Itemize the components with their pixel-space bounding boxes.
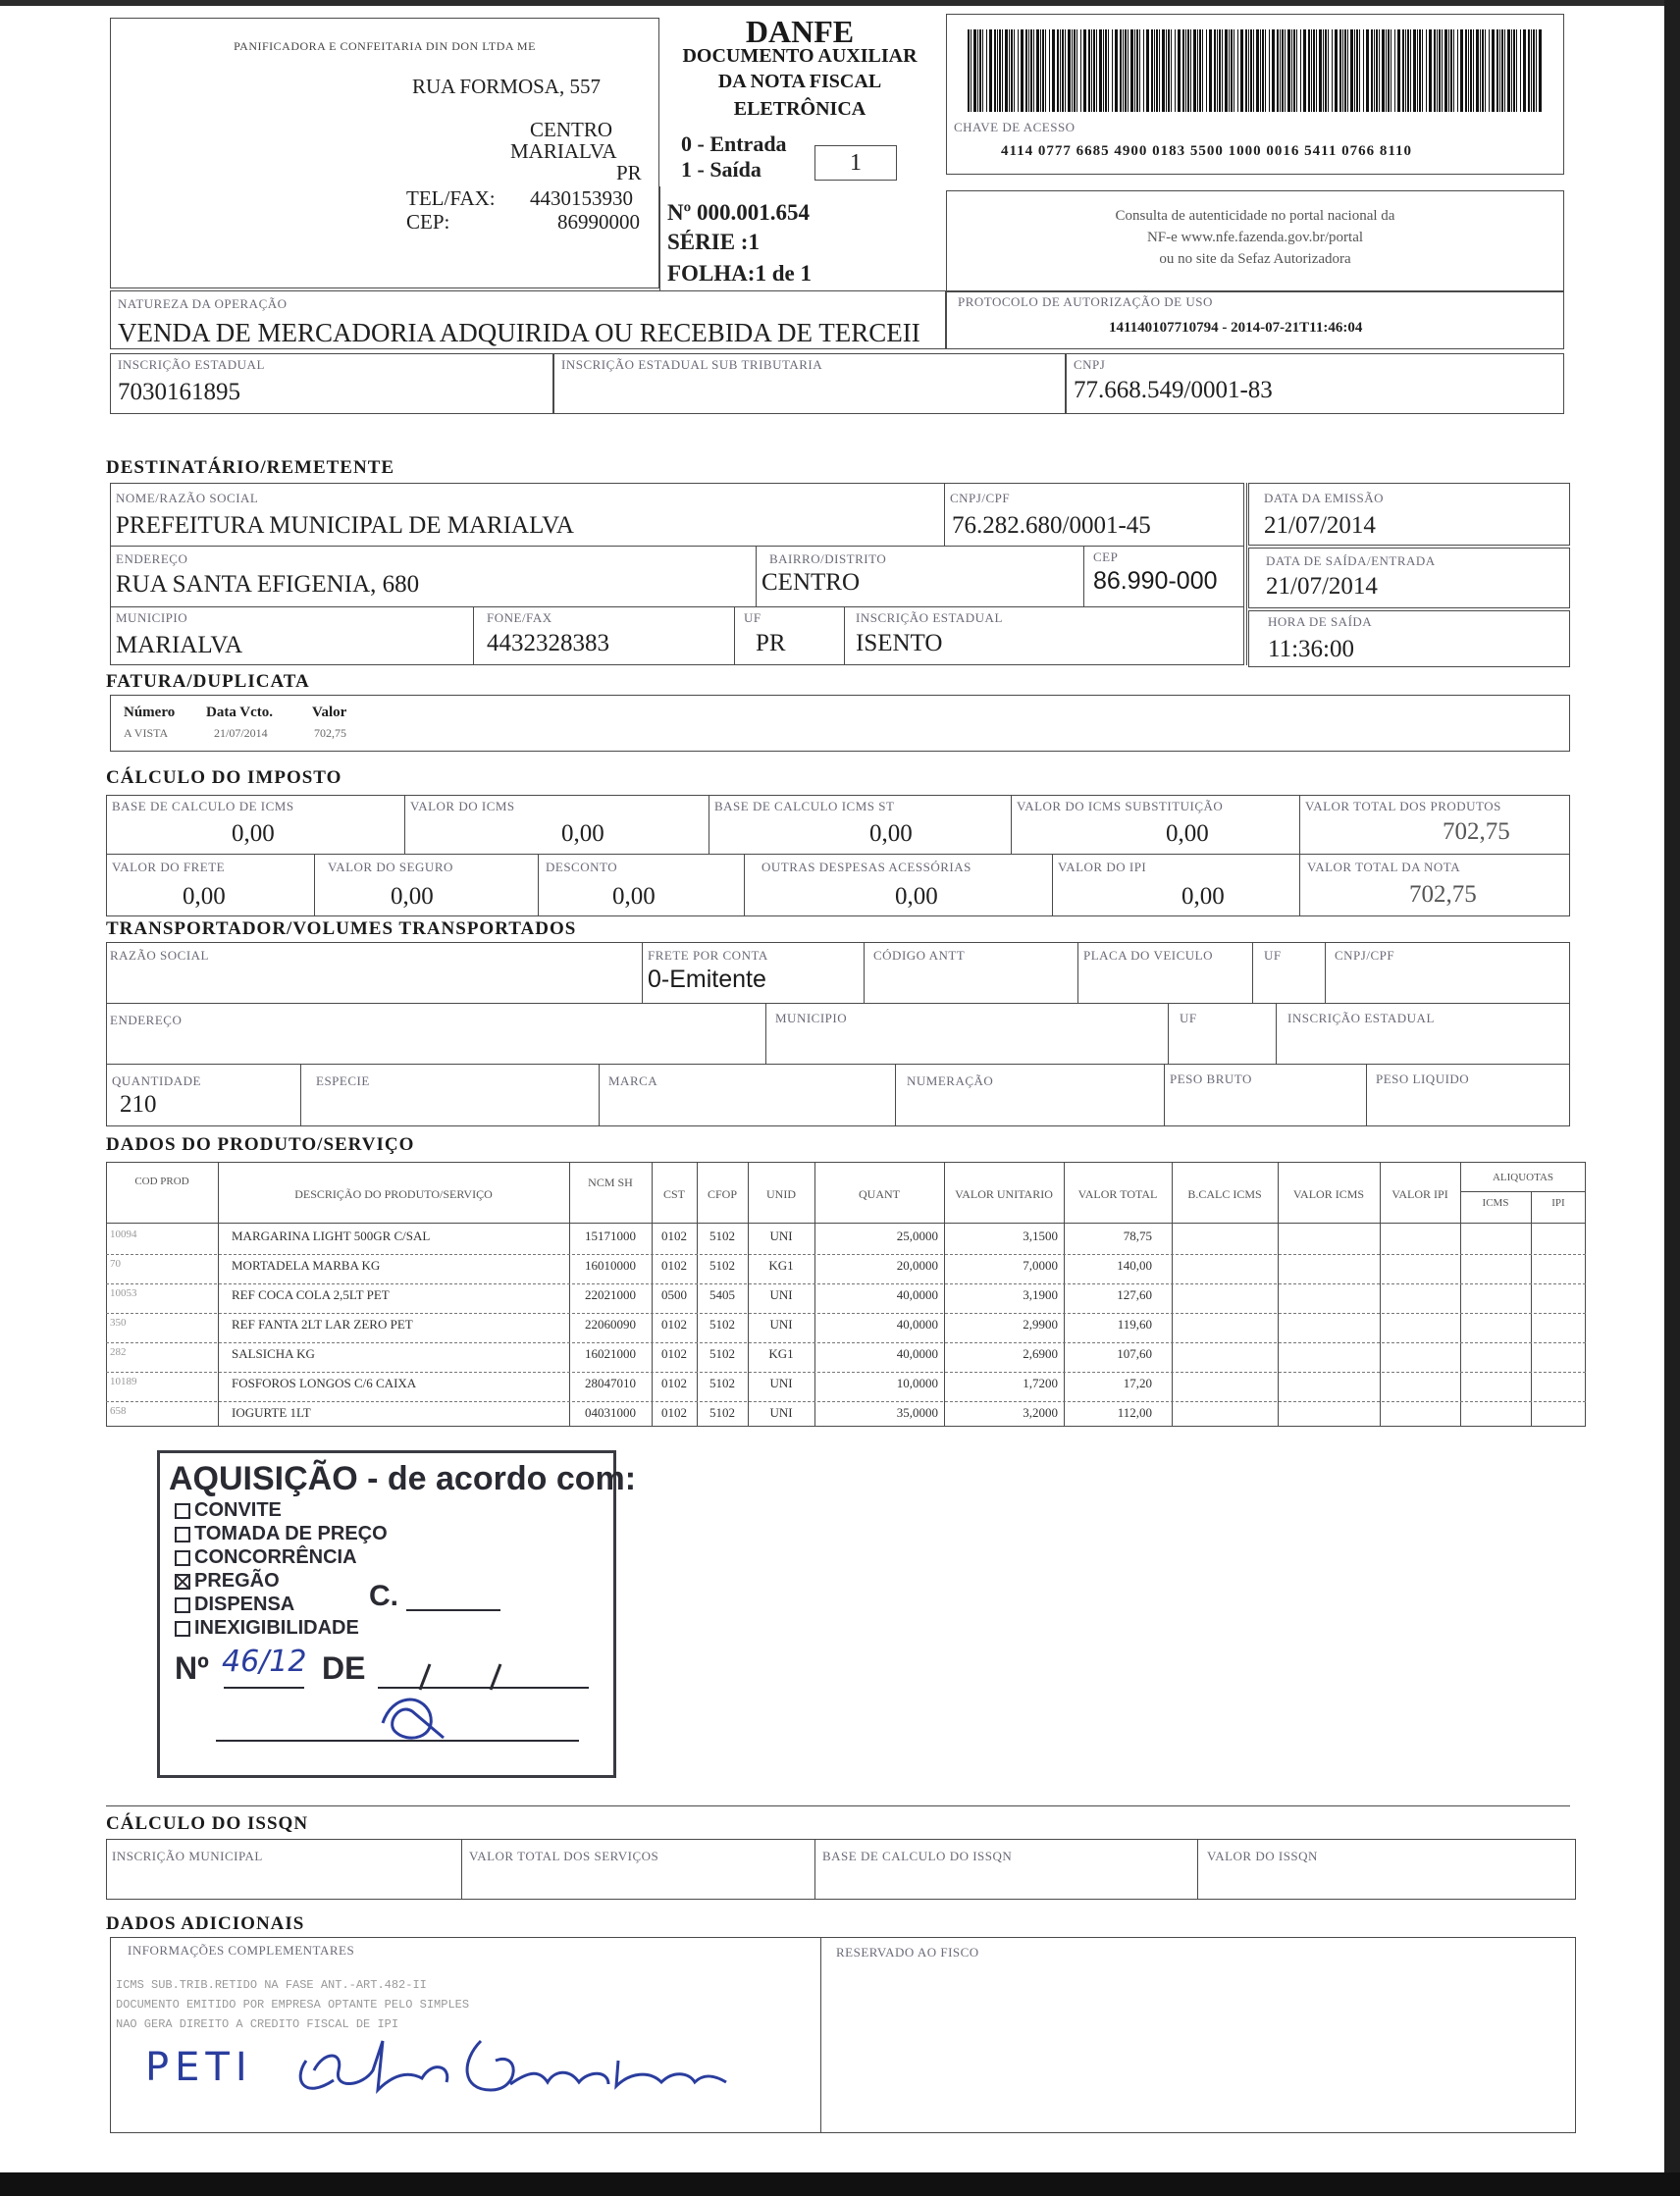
imposto-seguro-label: VALOR DO SEGURO: [328, 860, 453, 874]
issuer-cep-label: CEP:: [406, 210, 450, 234]
imposto-outras-label: OUTRAS DESPESAS ACESSÓRIAS: [761, 860, 971, 874]
recipient-endereco: RUA SANTA EFIGENIA, 680: [116, 571, 420, 598]
imposto-ipi: 0,00: [1181, 883, 1225, 910]
transporte-ie-label: INSCRIÇÃO ESTADUAL: [1287, 1011, 1435, 1025]
imposto-frete: 0,00: [183, 883, 226, 910]
th-aliquotas: ALIQUOTAS: [1492, 1172, 1554, 1183]
cell-desc: MARGARINA LIGHT 500GR C/SAL: [232, 1229, 431, 1243]
recipient-fone-label: FONE/FAX: [487, 610, 552, 625]
cell-cst: 0500: [661, 1287, 687, 1302]
cell-ncm: 22021000: [585, 1287, 636, 1302]
stamp-title: AQUISIÇÃO - de acordo com:: [169, 1460, 637, 1497]
cell-unid: KG1: [768, 1258, 794, 1273]
imposto-total-prod-label: VALOR TOTAL DOS PRODUTOS: [1305, 799, 1501, 813]
cell-ncm: 22060090: [585, 1317, 636, 1332]
imposto-base-icms-label: BASE DE CALCULO DE ICMS: [112, 799, 294, 813]
cell-desc: FOSFOROS LONGOS C/6 CAIXA: [232, 1376, 417, 1390]
cell-unid: KG1: [768, 1346, 794, 1361]
recipient-uf: PR: [756, 630, 786, 656]
cell-cod: 658: [110, 1405, 127, 1417]
danfe-subtitle-1: DOCUMENTO AUXILIAR: [682, 45, 918, 67]
cell-quant: 40,0000: [896, 1287, 938, 1302]
recipient-municipio: MARIALVA: [116, 632, 243, 658]
info-label: INFORMAÇÕES COMPLEMENTARES: [128, 1943, 355, 1958]
recipient-cnpj-label: CNPJ/CPF: [950, 491, 1011, 505]
ie-label: INSCRIÇÃO ESTADUAL: [118, 357, 265, 372]
cell-vtotal: 107,60: [1117, 1346, 1152, 1361]
cell-ncm: 04031000: [585, 1405, 636, 1420]
row-divider: [106, 1254, 1586, 1255]
issuer-street: RUA FORMOSA, 557: [412, 75, 601, 98]
cell-vtotal: 140,00: [1117, 1258, 1152, 1273]
recipient-cep: 86.990-000: [1093, 567, 1218, 595]
danfe-title: DANFE: [745, 14, 855, 49]
section-destinatario: DESTINATÁRIO/REMETENTE: [106, 457, 395, 478]
imposto-seguro: 0,00: [391, 883, 434, 910]
cell-cst: 0102: [661, 1405, 687, 1420]
issuer-city: MARIALVA: [510, 139, 617, 163]
stamp-checkbox[interactable]: [175, 1527, 190, 1542]
cnpj-label: CNPJ: [1074, 357, 1106, 372]
stamp-checkbox[interactable]: [175, 1621, 190, 1637]
transporte-numeracao-label: NUMERAÇÃO: [907, 1073, 994, 1088]
cell-vunit: 2,9900: [1023, 1317, 1058, 1332]
consulta-line-1: Consulta de autenticidade no portal nacional da: [1115, 208, 1395, 224]
cell-cod: 10094: [110, 1229, 137, 1240]
imposto-total-nota: 702,75: [1409, 881, 1477, 908]
cell-desc: IOGURTE 1LT: [232, 1405, 311, 1420]
cell-vtotal: 78,75: [1123, 1229, 1152, 1243]
imposto-desconto: 0,00: [612, 883, 656, 910]
transporte-frete: 0-Emitente: [648, 966, 766, 993]
stamp-checkbox[interactable]: [175, 1574, 190, 1590]
section-issqn: CÁLCULO DO ISSQN: [106, 1813, 309, 1834]
natureza-value: VENDA DE MERCADORIA ADQUIRIDA OU RECEBIDA DE TERCEII: [118, 318, 920, 347]
stamp-checkbox[interactable]: [175, 1503, 190, 1519]
transporte-municipio-label: MUNICIPIO: [775, 1011, 848, 1025]
danfe-tipo-box: 1: [814, 145, 897, 181]
issuer-phone-label: TEL/FAX:: [406, 186, 496, 210]
ie-st-label: INSCRIÇÃO ESTADUAL SUB TRIBUTARIA: [561, 357, 823, 372]
row-divider: [106, 1342, 1586, 1343]
cell-cfop: 5102: [709, 1405, 735, 1420]
imposto-outras: 0,00: [895, 883, 938, 910]
scan-edge-top: [0, 0, 1680, 6]
scan-edge-bottom: [0, 2172, 1680, 2196]
cell-unid: UNI: [769, 1405, 793, 1420]
imposto-valor-icms-label: VALOR DO ICMS: [410, 799, 515, 813]
natureza-label: NATUREZA DA OPERAÇÃO: [118, 296, 288, 311]
stamp-option-label: DISPENSA: [194, 1594, 295, 1615]
stamp-checkbox[interactable]: [175, 1550, 190, 1566]
cell-ncm: 16010000: [585, 1258, 636, 1273]
stamp-numero-value: 46/12: [222, 1645, 307, 1679]
recipient-cnpj: 76.282.680/0001-45: [952, 512, 1151, 539]
recipient-hora-label: HORA DE SAÍDA: [1268, 614, 1373, 629]
cell-vunit: 2,6900: [1023, 1346, 1058, 1361]
barcode: [968, 29, 1545, 112]
access-key: 4114 0777 6685 4900 0183 5500 1000 0016 5411 0766 8110: [1001, 143, 1413, 159]
recipient-uf-label: UF: [744, 610, 761, 625]
consulta-line-2: NF-e www.nfe.fazenda.gov.br/portal: [1146, 230, 1364, 245]
th-bcalc: B.CALC ICMS: [1187, 1187, 1262, 1201]
cell-cfop: 5102: [709, 1229, 735, 1243]
issuer-phone: 4430153930: [530, 186, 633, 210]
recipient-ie: ISENTO: [856, 630, 943, 656]
th-ncm: NCM SH: [588, 1176, 633, 1189]
transporte-marca-label: MARCA: [608, 1073, 658, 1088]
th-aliq-ipi: IPI: [1551, 1197, 1565, 1209]
cell-cst: 0102: [661, 1376, 687, 1390]
imposto-valor-st: 0,00: [1166, 820, 1209, 847]
danfe-subtitle-2: DA NOTA FISCAL: [717, 71, 882, 92]
row-divider: [106, 1313, 1586, 1314]
recipient-hora: 11:36:00: [1268, 636, 1354, 662]
fatura-data-label: Data Vcto.: [206, 705, 274, 720]
cell-vunit: 7,0000: [1023, 1258, 1058, 1273]
th-valor-total: VALOR TOTAL: [1077, 1187, 1158, 1201]
cell-vtotal: 119,60: [1117, 1317, 1152, 1332]
cell-cfop: 5102: [709, 1346, 735, 1361]
recipient-ie-label: INSCRIÇÃO ESTADUAL: [856, 610, 1003, 625]
recipient-nome: PREFEITURA MUNICIPAL DE MARIALVA: [116, 512, 574, 539]
transporte-peso-liquido-label: PESO LIQUIDO: [1376, 1072, 1470, 1086]
cell-quant: 40,0000: [896, 1317, 938, 1332]
fatura-numero-label: Número: [124, 705, 176, 720]
transporte-cnpj-label: CNPJ/CPF: [1335, 948, 1395, 963]
transporte-endereco-label: ENDEREÇO: [110, 1013, 183, 1027]
recipient-endereco-label: ENDEREÇO: [116, 551, 188, 566]
transporte-uf2-label: UF: [1180, 1011, 1197, 1025]
danfe-folha: FOLHA:1 de 1: [667, 261, 812, 286]
th-cst: CST: [662, 1187, 685, 1201]
cell-cst: 0102: [661, 1258, 687, 1273]
transporte-uf-label: UF: [1264, 948, 1282, 963]
danfe-entrada: 0 - Entrada: [681, 131, 787, 156]
cell-unid: UNI: [769, 1287, 793, 1302]
recipient-emissao-label: DATA DA EMISSÃO: [1264, 491, 1385, 505]
recipient-saida-label: DATA DE SAÍDA/ENTRADA: [1266, 553, 1436, 568]
ie-value: 7030161895: [118, 379, 240, 405]
stamp-option-label: TOMADA DE PREÇO: [194, 1523, 388, 1544]
handwriting-peti: PETI: [145, 2045, 253, 2090]
fatura-numero: A VISTA: [124, 726, 169, 740]
transporte-box: [106, 942, 1570, 1126]
cell-vunit: 1,7200: [1023, 1376, 1058, 1390]
fatura-valor: 702,75: [314, 726, 346, 740]
issuer-name: PANIFICADORA E CONFEITARIA DIN DON LTDA ME: [234, 39, 536, 53]
stamp-option-label: CONVITE: [194, 1499, 282, 1521]
cell-cst: 0102: [661, 1229, 687, 1243]
stamp-option-label: CONCORRÊNCIA: [194, 1546, 357, 1568]
recipient-bairro-label: BAIRRO/DISTRITO: [769, 551, 887, 566]
stamp-numero-label: Nº: [175, 1650, 209, 1686]
info-line-3: NAO GERA DIREITO A CREDITO FISCAL DE IPI: [116, 2017, 399, 2031]
danfe-saida: 1 - Saída: [681, 157, 761, 182]
cell-ncm: 15171000: [585, 1229, 636, 1243]
cell-vunit: 3,1900: [1023, 1287, 1058, 1302]
issqn-base-label: BASE DE CALCULO DO ISSQN: [822, 1849, 1013, 1863]
recipient-bairro: CENTRO: [761, 569, 860, 596]
section-produtos: DADOS DO PRODUTO/SERVIÇO: [106, 1134, 415, 1155]
fatura-box: [110, 695, 1570, 752]
cell-cst: 0102: [661, 1346, 687, 1361]
issqn-im-label: INSCRIÇÃO MUNICIPAL: [112, 1849, 263, 1863]
cell-cod: 70: [110, 1258, 121, 1270]
cell-cod: 350: [110, 1317, 127, 1329]
recipient-nome-label: NOME/RAZÃO SOCIAL: [116, 491, 259, 505]
th-valor-icms: VALOR ICMS: [1292, 1187, 1365, 1201]
transporte-placa-label: PLACA DO VEICULO: [1083, 948, 1213, 963]
danfe-numero: Nº 000.001.654: [667, 200, 810, 225]
transporte-frete-label: FRETE POR CONTA: [648, 948, 768, 963]
cell-vtotal: 17,20: [1123, 1376, 1152, 1390]
stamp-de-label: DE: [322, 1650, 366, 1686]
imposto-base-st-label: BASE DE CALCULO ICMS ST: [714, 799, 895, 813]
cell-ncm: 28047010: [585, 1376, 636, 1390]
imposto-frete-label: VALOR DO FRETE: [112, 860, 226, 874]
cell-desc: REF COCA COLA 2,5LT PET: [232, 1287, 390, 1302]
cell-cfop: 5102: [709, 1317, 735, 1332]
cnpj-value: 77.668.549/0001-83: [1074, 377, 1273, 403]
cell-unid: UNI: [769, 1229, 793, 1243]
info-line-2: DOCUMENTO EMITIDO POR EMPRESA OPTANTE PELO SIMPLES: [116, 1998, 470, 2012]
section-fatura: FATURA/DUPLICATA: [106, 671, 310, 692]
imposto-valor-icms: 0,00: [561, 820, 604, 847]
fatura-data: 21/07/2014: [214, 726, 268, 740]
issuer-district: CENTRO: [530, 118, 612, 141]
stamp-c-label: C.: [369, 1580, 398, 1612]
cell-quant: 20,0000: [896, 1258, 938, 1273]
th-aliq-icms: ICMS: [1482, 1197, 1509, 1209]
cell-unid: UNI: [769, 1317, 793, 1332]
th-quant: QUANT: [859, 1187, 900, 1201]
cell-vtotal: 112,00: [1117, 1405, 1152, 1420]
cell-quant: 10,0000: [896, 1376, 938, 1390]
consulta-line-3: ou no site da Sefaz Autorizadora: [1159, 251, 1351, 267]
recipient-cep-label: CEP: [1093, 549, 1119, 564]
transporte-razao-label: RAZÃO SOCIAL: [110, 948, 209, 963]
transporte-antt-label: CÓDIGO ANTT: [873, 948, 966, 963]
fatura-valor-label: Valor: [312, 705, 347, 720]
stamp-option-label: INEXIGIBILIDADE: [194, 1617, 359, 1639]
cell-cod: 10189: [110, 1376, 137, 1387]
cell-quant: 25,0000: [896, 1229, 938, 1243]
danfe-subtitle-3: ELETRÔNICA: [733, 98, 866, 120]
th-valor-unitario: VALOR UNITARIO: [955, 1187, 1053, 1201]
imposto-desconto-label: DESCONTO: [546, 860, 618, 874]
transporte-quantidade-label: QUANTIDADE: [112, 1073, 201, 1088]
transporte-quantidade: 210: [120, 1091, 157, 1118]
cell-desc: REF FANTA 2LT LAR ZERO PET: [232, 1317, 413, 1332]
cell-vunit: 3,2000: [1023, 1405, 1058, 1420]
imposto-valor-st-label: VALOR DO ICMS SUBSTITUIÇÃO: [1017, 799, 1224, 813]
stamp-signature: [353, 1684, 471, 1752]
danfe-serie: SÉRIE :1: [667, 230, 760, 254]
recipient-municipio-label: MUNICIPIO: [116, 610, 188, 625]
handwritten-signature: [285, 2021, 736, 2119]
recipient-saida: 21/07/2014: [1266, 573, 1378, 600]
th-descricao: DESCRIÇÃO DO PRODUTO/SERVIÇO: [294, 1187, 493, 1201]
section-transporte: TRANSPORTADOR/VOLUMES TRANSPORTADOS: [106, 918, 577, 939]
imposto-base-icms: 0,00: [232, 820, 275, 847]
cell-cod: 10053: [110, 1287, 137, 1299]
cell-vunit: 3,1500: [1023, 1229, 1058, 1243]
imposto-ipi-label: VALOR DO IPI: [1058, 860, 1147, 874]
imposto-total-nota-label: VALOR TOTAL DA NOTA: [1307, 860, 1461, 874]
access-key-label: CHAVE DE ACESSO: [954, 120, 1076, 134]
cell-desc: MORTADELA MARBA KG: [232, 1258, 381, 1273]
th-cod: COD PROD: [134, 1176, 189, 1187]
imposto-total-prod: 702,75: [1443, 818, 1510, 845]
cell-cst: 0102: [661, 1317, 687, 1332]
issqn-total-serv-label: VALOR TOTAL DOS SERVIÇOS: [469, 1849, 659, 1863]
transporte-peso-bruto-label: PESO BRUTO: [1170, 1072, 1252, 1086]
section-adicionais: DADOS ADICIONAIS: [106, 1913, 305, 1934]
transporte-especie-label: ESPECIE: [316, 1073, 370, 1088]
cell-quant: 35,0000: [896, 1405, 938, 1420]
th-unid: UNID: [766, 1187, 796, 1201]
scan-edge-right: [1664, 0, 1680, 2196]
recipient-emissao: 21/07/2014: [1264, 512, 1376, 539]
imposto-base-st: 0,00: [869, 820, 913, 847]
cell-ncm: 16021000: [585, 1346, 636, 1361]
th-cfop: CFOP: [707, 1187, 738, 1201]
cell-desc: SALSICHA KG: [232, 1346, 315, 1361]
protocolo-label: PROTOCOLO DE AUTORIZAÇÃO DE USO: [958, 294, 1213, 309]
recipient-fone: 4432328383: [487, 630, 609, 656]
cell-vtotal: 127,60: [1117, 1287, 1152, 1302]
info-line-1: ICMS SUB.TRIB.RETIDO NA FASE ANT.-ART.482-II: [116, 1978, 427, 1992]
protocolo-value: 141140107710794 - 2014-07-21T11:46:04: [1109, 320, 1363, 336]
stamp-checkbox[interactable]: [175, 1597, 190, 1613]
section-imposto: CÁLCULO DO IMPOSTO: [106, 767, 342, 788]
row-divider: [106, 1401, 1586, 1402]
cell-unid: UNI: [769, 1376, 793, 1390]
issuer-cep: 86990000: [557, 210, 640, 234]
cell-cfop: 5405: [709, 1287, 735, 1302]
issuer-state: PR: [616, 161, 642, 184]
cell-quant: 40,0000: [896, 1346, 938, 1361]
th-valor-ipi: VALOR IPI: [1391, 1187, 1448, 1201]
row-divider: [106, 1283, 1586, 1284]
row-divider: [106, 1372, 1586, 1373]
cell-cfop: 5102: [709, 1258, 735, 1273]
cell-cod: 282: [110, 1346, 127, 1358]
issqn-valor-label: VALOR DO ISSQN: [1207, 1849, 1318, 1863]
cell-cfop: 5102: [709, 1376, 735, 1390]
stamp-option-label: PREGÃO: [194, 1570, 280, 1592]
fisco-label: RESERVADO AO FISCO: [836, 1945, 979, 1960]
